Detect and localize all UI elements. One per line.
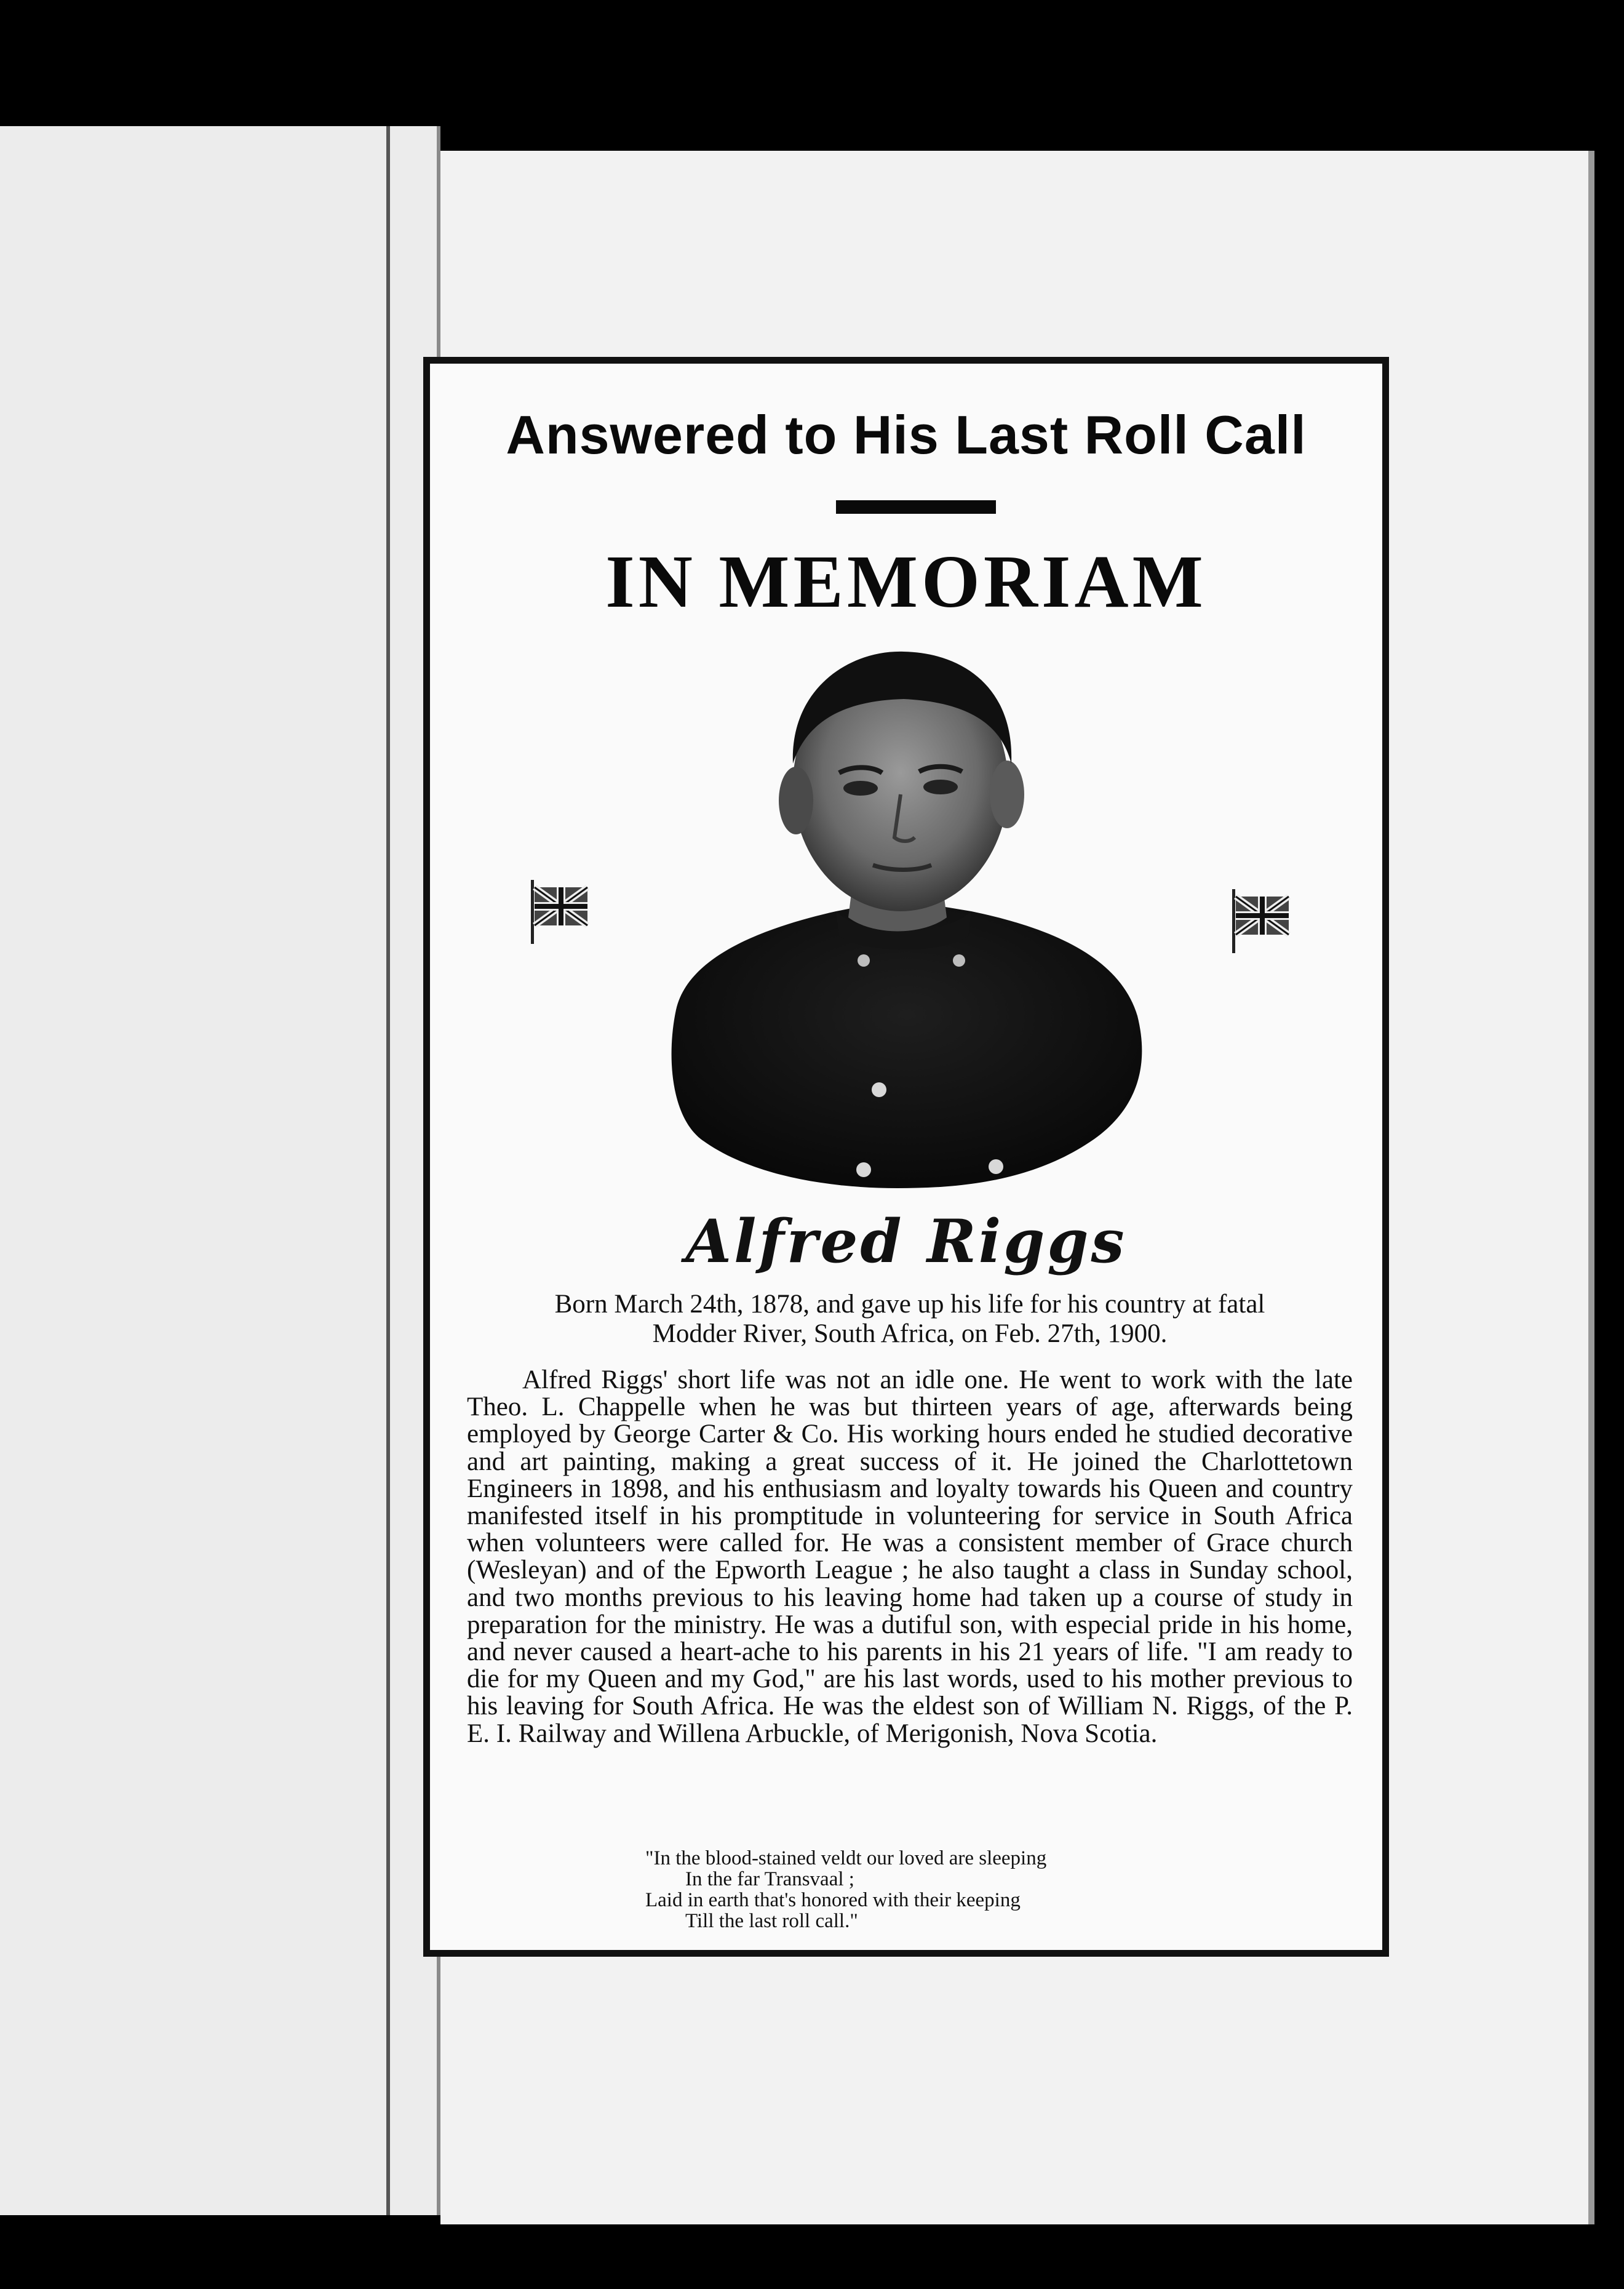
birth-death-statement [470, 1290, 1350, 1349]
union-jack-flag-icon [1230, 887, 1291, 954]
born-line-2: Modder River, South Africa, on Feb. 27th, 1900. [652, 1319, 1168, 1348]
memorial-poem [645, 1848, 1199, 1931]
poem-line: "In the blood-stained veldt our loved are sleeping [645, 1847, 1047, 1869]
poem-line: Till the last roll call." [685, 1910, 858, 1932]
page-gutter [386, 126, 390, 2215]
memorial-frame [423, 357, 1389, 1957]
section-title: IN MEMORIAM [605, 540, 1207, 623]
union-jack-flag-icon [528, 877, 590, 945]
left-page [0, 126, 440, 2215]
born-line-1: Born March 24th, 1878, and gave up his life for his country at fatal [554, 1290, 1265, 1319]
poem-line: In the far Transvaal ; [685, 1868, 854, 1890]
deceased-name: Alfred Riggs [685, 1207, 1127, 1276]
soldier-portrait-photo [651, 647, 1156, 1194]
headline: Answered to His Last Roll Call [506, 404, 1307, 465]
biography-paragraph: Alfred Riggs' short life was not an idle one. He went to work with the late Theo. L. Chappelle when he was but thirteen years of age, afterwards being employed by George Carter & Co. His working hours ended he studied decorative and art painting, making a great success of it. He joined the Charlottetown Engineers in 1898, and his enthusiasm and loyalty towards his Queen and country manifested itself in his promptitude in volunteering for service in South Africa when volunteers were called for. He was a consistent member of Grace church (Wesleyan) and of the Epworth League ; he also taught a class in Sunday school, and two months previous to his leaving home had taken up a course of study in preparation for the ministry. He was a dutiful son, with especial pride in his home, and never caused a heart-ache to his parents in his 21 years of life. "I am ready to die for my Queen and my God," are his last words, used to his mother previous to his leaving for South Africa. He was the eldest son of William N. Riggs, of the P. E. I. Railway and Willena Arbuckle, of Merigonish, Nova Scotia. [467, 1365, 1353, 1748]
divider-rule [836, 500, 996, 514]
poem-line: Laid in earth that's honored with their keeping [645, 1889, 1021, 1911]
